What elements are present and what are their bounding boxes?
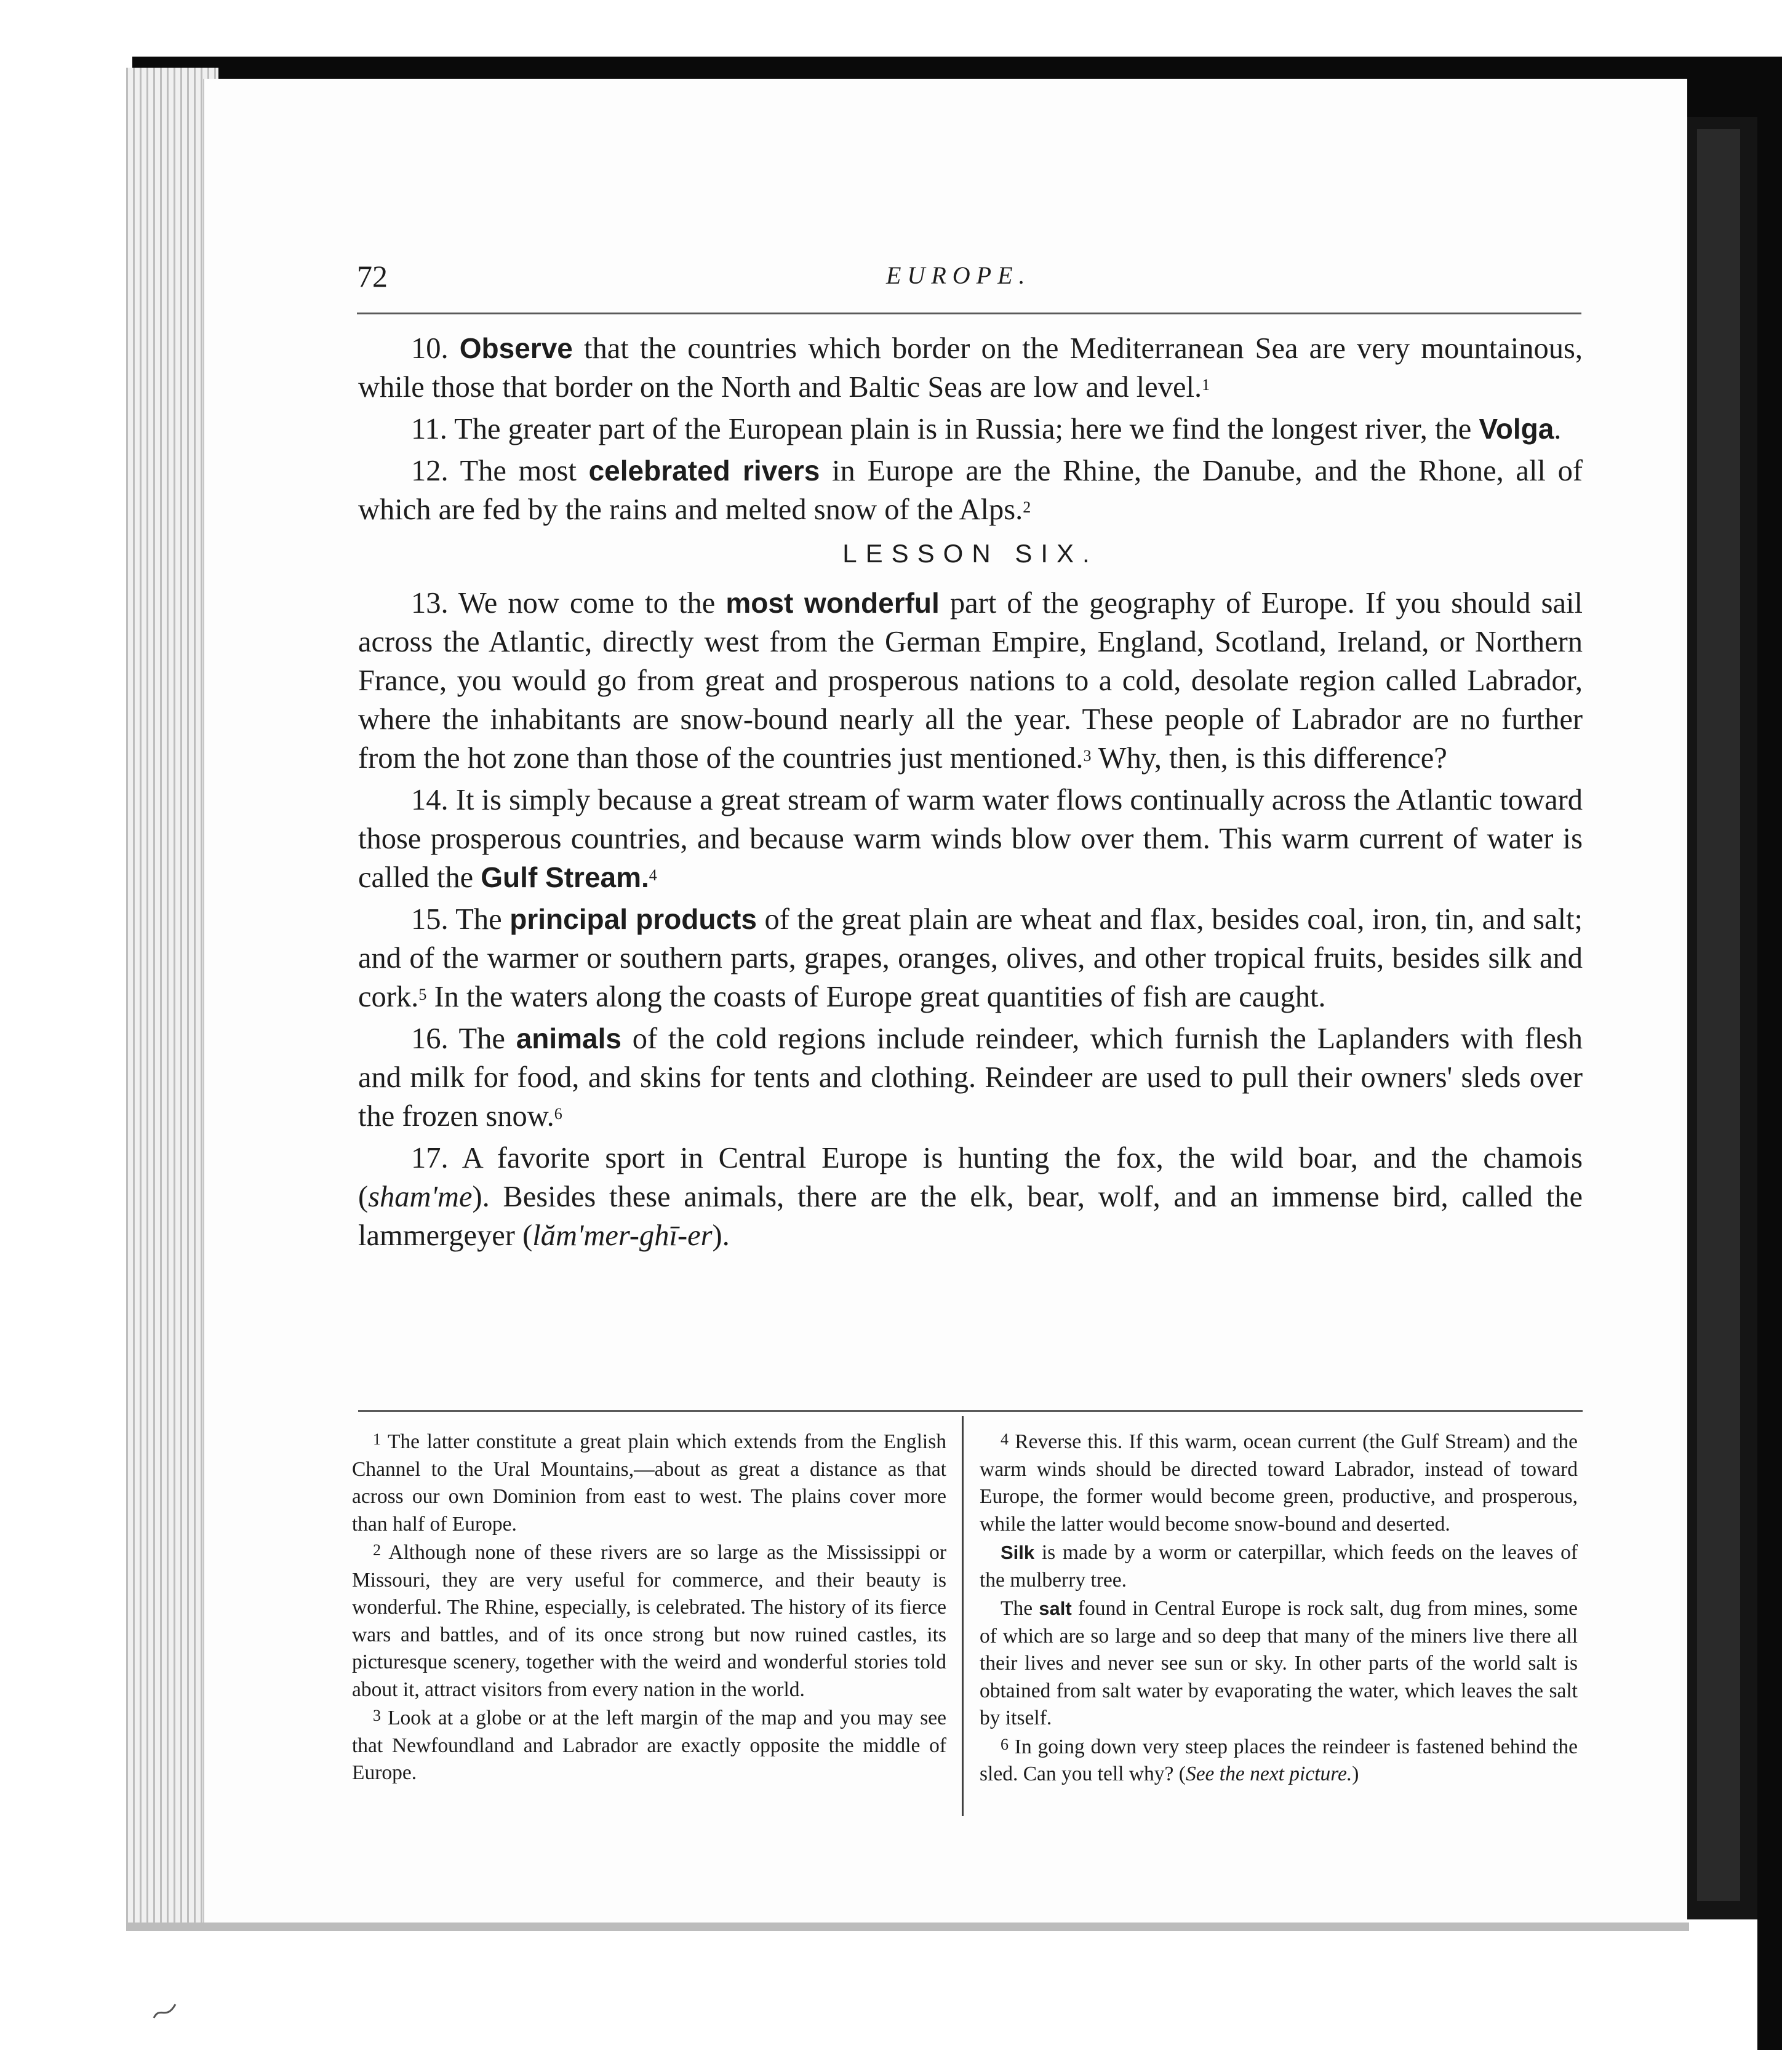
book-cover-inner	[1697, 129, 1740, 1901]
footnote-2: $^2$ Although none of these rivers are so large as the Mississippi or Missouri, they are very useful for commerce, and their beauty is wonderful. The Rhine, especially, is celebrated. The history of its fierce wars and battles, and of its once strong but now ruined castles, its picturesque scenery, together with the weird and wonderful stories told about it, attract visitors from every nation in the world.	[352, 1541, 946, 1701]
paragraph-17: 17. A favorite sport in Central Europe is hunting the fox, the wild boar, and the chamois (sham'me). Besides these animals, there are the elk, bear, wolf, and an immense bird, called the lammergeyer (lăm'mer-ghī-er).	[358, 1142, 1583, 1252]
paragraph-12: 12. The most celebrated rivers in Europe are the Rhine, the Danube, and the Rhone, all of which are fed by the rains and melted snow of the Alps.$^2$	[358, 455, 1583, 526]
footnote-5-salt: The salt found in Central Europe is rock salt, dug from mines, some of which are so large and so deep that many of the miners live there all their lives and never see sun or sky. In other parts of the world salt is obtained from salt water by evaporating the water, which leaves the salt by itself.	[980, 1597, 1578, 1729]
footnotes-left-column	[352, 1428, 946, 1788]
paragraph-11: 11. The greater part of the European plain is in Russia; here we find the longest river, the Volga.	[411, 413, 1562, 445]
footnote-4: $^4$ Reverse this. If this warm, ocean current (the Gulf Stream) and the warm winds should be directed toward Labrador, instead of toward Europe, the former would become green, productive, and prosperous, while the latter would become snow-bound and deserted.	[980, 1430, 1578, 1536]
lesson-heading: LESSON SIX.	[842, 539, 1098, 568]
paragraph-10: 10. Observe that the countries which border on the Mediterranean Sea are very mountainous, while those that border on the North and Baltic Seas are low and level.$^1$	[358, 332, 1583, 404]
running-title: EUROPE.	[886, 261, 1031, 289]
paragraph-16: 16. The animals of the cold regions include reindeer, which furnish the Laplanders with flesh and milk for food, and skins for tents and clothing. Reindeer are used to pull their owners' sleds over the frozen snow.$^6$	[358, 1022, 1583, 1133]
footnotes-right-column	[980, 1428, 1578, 1790]
main-text	[358, 329, 1583, 1258]
scan-mark-icon	[151, 1999, 182, 2024]
page-bottom-edge	[126, 1923, 1689, 1931]
paragraph-15: 15. The principal products of the great plain are wheat and flax, besides coal, iron, tin, and salt; and of the warmer or southern parts, grapes, oranges, olives, and other tropical fruits, besides silk and cork.$^5$ In the waters along the coasts of Europe great quantities of fish are caught.	[358, 903, 1583, 1013]
header-rule	[357, 313, 1581, 314]
footnote-5-silk: Silk is made by a worm or caterpillar, which feeds on the leaves of the mulberry tree.	[980, 1541, 1578, 1592]
scan-border-right	[1757, 57, 1782, 2050]
footnote-column-divider	[962, 1416, 964, 1816]
footnote-rule	[358, 1410, 1583, 1412]
footnote-3: $^3$ Look at a globe or at the left margin of the map and you may see that Newfoundland and Labrador are exactly opposite the middle of Europe.	[352, 1707, 946, 1784]
footnote-1: $^1$ The latter constitute a great plain which extends from the English Channel to the Ural Mountains,—about as great a distance as that across our own Dominion from east to west. The plains cover more than half of Europe.	[352, 1430, 946, 1536]
footnote-6: $^6$ In going down very steep places the reindeer is fastened behind the sled. Can you tell why? (See the next picture.)	[980, 1735, 1578, 1785]
page-number: 72	[357, 259, 388, 293]
page-header	[357, 258, 1581, 295]
paragraph-13: 13. We now come to the most wonderful part of the geography of Europe. If you should sail across the Atlantic, directly west from the German Empire, England, Scotland, Ireland, or Northern France, you would go from great and prosperous nations to a cold, desolate region called Labrador, where the inhabitants are snow-bound nearly all the year. These people of Labrador are no further from the hot zone than those of the countries just mentioned.$^3$ Why, then, is this difference?	[358, 587, 1583, 775]
paragraph-14: 14. It is simply because a great stream of warm water flows continually across the Atlantic toward those prosperous countries, and because warm winds blow over them. This warm current of water is called the Gulf Stream.$^4$	[358, 784, 1583, 894]
